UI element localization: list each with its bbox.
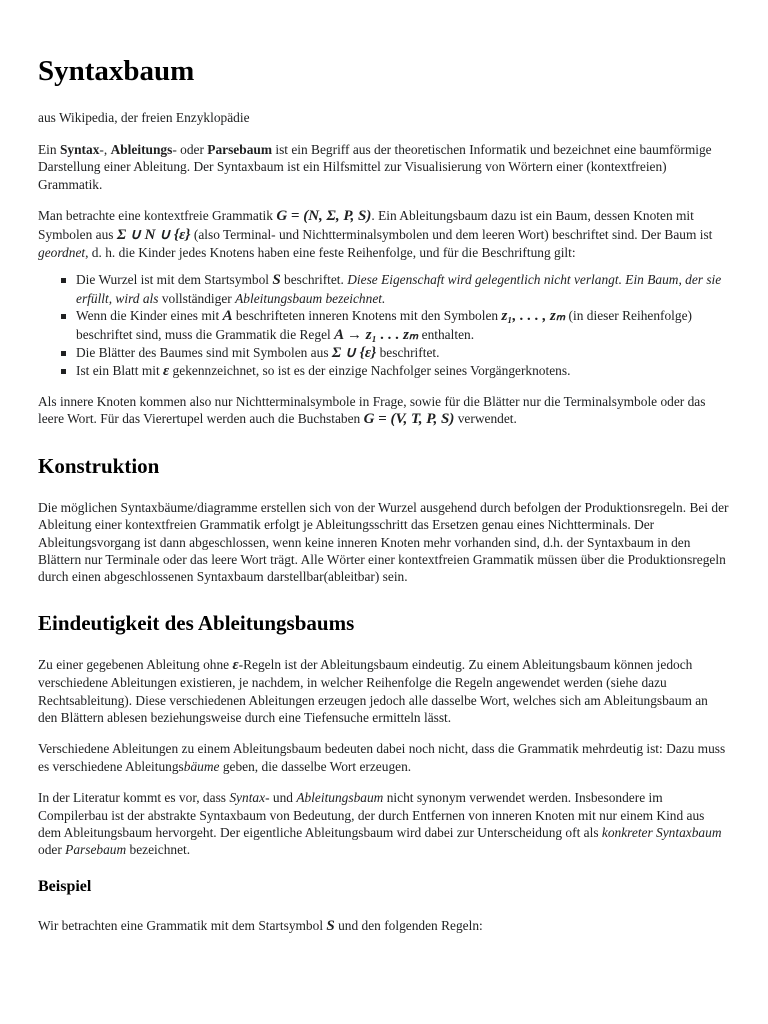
math-epsilon: ε — [163, 363, 170, 380]
math-z-list: z₁, . . . , zₘ — [501, 308, 566, 325]
text: Als innere Knoten kommen also nur Nichtterminalsymbole in Frage, sowie für die Blätter nur die Terminalsymbole oder das leere Wort. Für das Vierertupel werden auch die Buchstaben — [38, 393, 706, 427]
term-ableitungsbaum: Ableitungsbaum — [296, 790, 384, 806]
beispiel-paragraph — [38, 917, 730, 935]
text: gekennzeichnet, so ist es der einzige Nachfolger seines Vorgängerknotens. — [169, 363, 571, 379]
inner-nodes-paragraph — [38, 393, 730, 429]
text: Wir betrachten eine Grammatik mit dem Startsymbol — [38, 917, 327, 933]
text: (also Terminal- und Nichtterminalsymbolen und dem leeren Wort) beschriftet sind. Der Baum ist — [190, 226, 713, 242]
term-ableitungs: Ableitungs — [110, 142, 173, 157]
term-syntax: Syntax — [59, 142, 100, 157]
list-item — [76, 362, 730, 380]
math-rule: A → z₁ . . . zₘ — [334, 326, 419, 343]
text: , d. h. die Kinder jedes Knotens haben eine feste Reihenfolge, und für die Beschriftung gilt: — [85, 245, 576, 261]
text: beschriftet. — [376, 345, 440, 361]
eindeutigkeit-paragraph-3 — [38, 789, 730, 859]
konstruktion-paragraph: Die möglichen Syntaxbäume/diagramme erstellen sich von der Wurzel ausgehend durch befolgen der Produktionsregeln. Bei der Ableitung einer kontextfreien Grammatik erfolgt je Ableitungsschritt das Ersetzen genau eines Nichtterminals. Der Ableitungsvorgang ist dann abgeschlossen, wenn keine inneren Knoten mehr vorhanden sind, d.h. der Syntaxbaum in den Blättern nur Terminale oder das leere Wort trägt. Alle Wörter einer kontextfreien Grammatik müssen über die Produktionsregeln durch einen abgeschlossenen Syntaxbaum darstellbar(ableitbar) sein. — [38, 499, 729, 585]
text: vollständiger — [158, 290, 236, 306]
text: nicht synonym verwendet werden. Insbesondere im Compilerbau ist der abstrakte Syntaxbaum von Bedeutung, der durch Entfernen von inneren Knoten mit nur einem Kind aus dem Ableitungsbaum hervorgeht. Der eigentliche Ableitungsbaum wird dabei zur Unterscheidung oft als — [38, 790, 705, 840]
text: Ist ein Blatt mit — [76, 363, 164, 379]
eindeutigkeit-paragraph-1 — [38, 656, 730, 727]
math-s: S — [326, 917, 335, 934]
math-symbols: Σ ∪ N ∪ {ε} — [116, 226, 191, 243]
text: Man betrachte eine kontextfreie Grammatik — [38, 208, 277, 224]
text: Die Wurzel ist mit dem Startsymbol — [76, 272, 273, 288]
text: . Ein Ableitungsbaum dazu ist ein Baum, dessen Knoten mit Symbolen aus — [38, 208, 694, 242]
definition-paragraph — [38, 207, 730, 261]
text: Verschiedene Ableitungen zu einem Ableitungsbaum bedeuten dabei noch nicht, dass die Grammatik mehrdeutig ist: Dazu muss es verschiedene Ableitungs — [38, 741, 726, 774]
tagline: aus Wikipedia, der freien Enzyklopädie — [38, 110, 250, 125]
math-tuple: G = (V, T, P, S) — [363, 411, 455, 428]
list-item — [76, 307, 730, 344]
text: In der Literatur kommt es vor, dass — [38, 790, 230, 806]
term-konkreter-syntaxbaum: konkreter Syntaxbaum — [601, 824, 722, 840]
section-heading-beispiel: Beispiel — [38, 877, 92, 895]
text: enthalten. — [418, 326, 475, 342]
text: geben, die dasselbe Wort erzeugen. — [219, 758, 412, 774]
text: - oder — [172, 142, 208, 157]
text: - und — [265, 790, 297, 806]
text: ist ein Begriff aus der theoretischen Informatik und bezeichnet eine baumförmige Darstellung einer Ableitung. Der Syntaxbaum ist ein Hilfsmittel zur Visualisierung von Wörtern einer (kontextfreien) Grammatik. — [38, 142, 712, 192]
note-italic: Diese Eigenschaft wird gelegentlich nicht verlangt. Ein Baum, der sie erfüllt, wird als — [76, 272, 722, 306]
text: Ein — [38, 142, 60, 157]
text: bezeichnet. — [126, 842, 191, 858]
list-item — [76, 271, 730, 307]
text: Zu einer gegebenen Ableitung ohne — [38, 656, 233, 672]
term-parsebaum: Parsebaum — [65, 842, 127, 858]
text: beschriftet. — [280, 272, 348, 288]
text: oder — [38, 842, 66, 858]
math-epsilon: ε — [232, 656, 239, 673]
term-geordnet: geordnet — [38, 245, 86, 261]
term-syntax: Syntax — [229, 790, 266, 806]
note-italic: Ableitungsbaum bezeichnet. — [235, 290, 386, 306]
text: verwendet. — [454, 411, 517, 427]
math-terminals: Σ ∪ {ε} — [331, 345, 377, 362]
eindeutigkeit-paragraph-2 — [38, 740, 730, 775]
term-parsebaum: Parsebaum — [207, 142, 272, 157]
section-heading-konstruktion: Konstruktion — [38, 453, 160, 478]
page-title: Syntaxbaum — [38, 55, 195, 87]
math-a: A — [222, 308, 233, 325]
section-heading-eindeutigkeit: Eindeutigkeit des Ableitungsbaums — [38, 610, 355, 635]
intro-paragraph — [38, 141, 730, 193]
text: Wenn die Kinder eines mit — [76, 308, 223, 324]
text: (in dieser Reihenfolge) beschriftet sind, muss die Grammatik die Regel — [76, 308, 692, 342]
text: Die Blätter des Baumes sind mit Symbolen aus — [76, 345, 332, 361]
text: -Regeln ist der Ableitungsbaum eindeutig. Zu einem Ableitungsbaum können jedoch verschiedene Ableitungen existieren, je nachdem, in welcher Reihenfolge die Regeln angewendet werden (siehe dazu Rechtsableitung). Diese verschiedenen Ableitungen erzeugen jedoch alle dasselbe Wort, welches sich am Ableitungsbaum an den Blättern ablesen beziehungsweise durch eine Tiefensuche ermitteln lässt. — [38, 656, 708, 725]
math-s: S — [272, 272, 281, 289]
list-item — [76, 344, 730, 362]
math-grammar: G = (N, Σ, P, S) — [276, 208, 372, 225]
term-baeume: bäume — [183, 758, 220, 774]
text: und den folgenden Regeln: — [334, 917, 483, 933]
text: beschrifteten inneren Knotens mit den Symbolen — [232, 308, 502, 324]
text: -, — [99, 142, 111, 157]
rules-list — [38, 271, 730, 380]
